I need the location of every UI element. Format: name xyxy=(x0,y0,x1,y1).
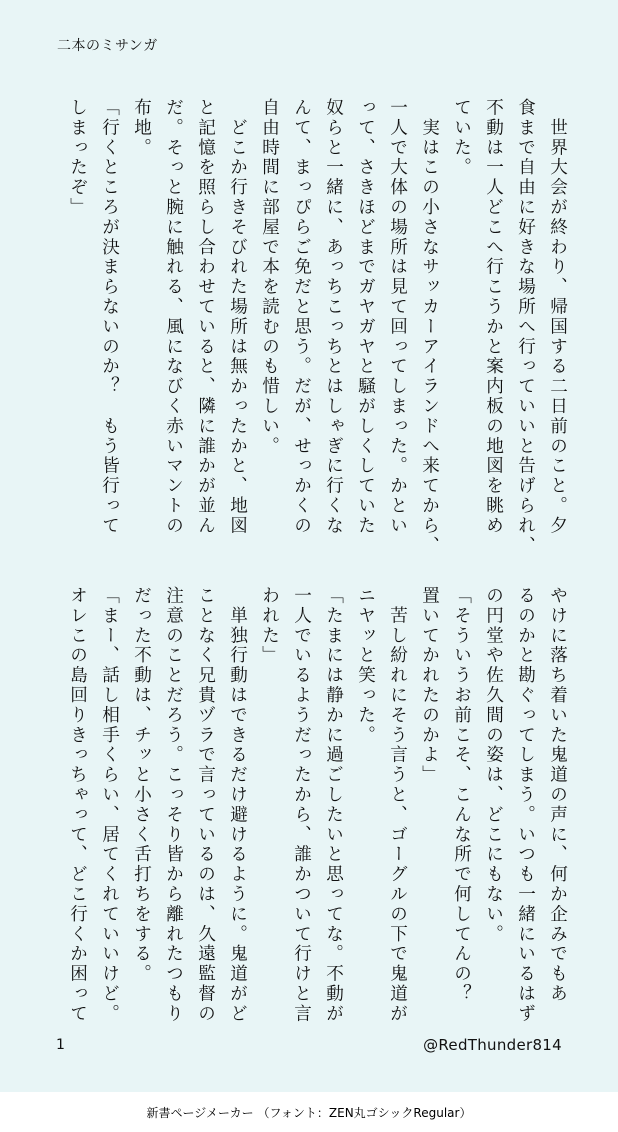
text-column: 実はこの小さなサッカーアイランドへ来てから、 xyxy=(419,98,440,556)
text-column: しまったぞ」 xyxy=(67,98,88,218)
text-column: ニヤッと笑った。 xyxy=(355,586,376,746)
text-column: 不動は一人どこへ行こうかと案内板の地図を眺め xyxy=(483,98,504,536)
text-column: 世界大会が終わり、帰国する二日前のこと。夕 xyxy=(547,98,568,536)
text-column: 「まー、話し相手くらい、居てくれていいけど。 xyxy=(99,586,120,1024)
text-column: 一人でいるようだったから、誰かついて行けと言 xyxy=(291,586,312,1024)
footer-credit: 新書ページメーカー （フォント：ZEN丸ゴシックRegular） xyxy=(0,1092,618,1132)
text-column: の円堂や佐久間の姿は、どこにもない。 xyxy=(483,586,504,945)
text-column: オレこの島回りきっちゃって、どこ行くか困って xyxy=(67,586,88,1024)
text-column: どこか行きそびれた場所は無かったかと、地図 xyxy=(227,98,248,536)
text-column: 苦し紛れにそう言うと、ゴーグルの下で鬼道が xyxy=(387,586,408,1024)
text-column: 置いてかれたのかよ」 xyxy=(419,586,440,785)
text-column: 注意のことだろう。こっそり皆から離れたつもり xyxy=(163,586,184,1024)
text-column: われた」 xyxy=(259,586,280,666)
text-column: ていた。 xyxy=(451,98,472,178)
text-column: 布地。 xyxy=(131,98,152,158)
text-column: 一人で大体の場所は見て回ってしまった。かとい xyxy=(387,98,408,536)
text-column: 奴らと一緒に、あっちこっちとはしゃぎに行くな xyxy=(323,98,344,536)
author-handle: @RedThunder814 xyxy=(423,1036,562,1054)
page-number: 1 xyxy=(56,1037,65,1053)
page-title: 二本のミサンガ xyxy=(57,38,158,54)
text-column: んて、まっぴらご免だと思う。だが、せっかくの xyxy=(291,98,312,536)
text-column: と記憶を照らし合わせていると、隣に誰かが並ん xyxy=(195,98,216,536)
text-column: 「たまには静かに過ごしたいと思ってな。不動が xyxy=(323,586,344,1024)
text-column: やけに落ち着いた鬼道の声に、何か企みでもあ xyxy=(547,586,568,1004)
text-column: だった不動は、チッと小さく舌打ちをする。 xyxy=(131,586,152,984)
text-column: 食まで自由に好きな場所へ行っていいと告げられ、 xyxy=(515,98,536,556)
text-column: 「そういうお前こそ、こんな所で何してんの？ xyxy=(451,586,472,1004)
text-column: だ。そっと腕に触れる、風になびく赤いマントの xyxy=(163,98,184,536)
text-column: って、さきほどまでガヤガヤと騒がしくしていた xyxy=(355,98,376,536)
text-column: 単独行動はできるだけ避けるように。鬼道がど xyxy=(227,586,248,1024)
text-column: 自由時間に部屋で本を読むのも惜しい。 xyxy=(259,98,280,457)
text-column: るのかと勘ぐってしまう。いつも一緒にいるはず xyxy=(515,586,536,1024)
text-column: 「行くところが決まらないのか？ もう皆行って xyxy=(99,98,120,536)
text-column: ことなく兄貴ヅラで言っているのは、久遠監督の xyxy=(195,586,216,1024)
